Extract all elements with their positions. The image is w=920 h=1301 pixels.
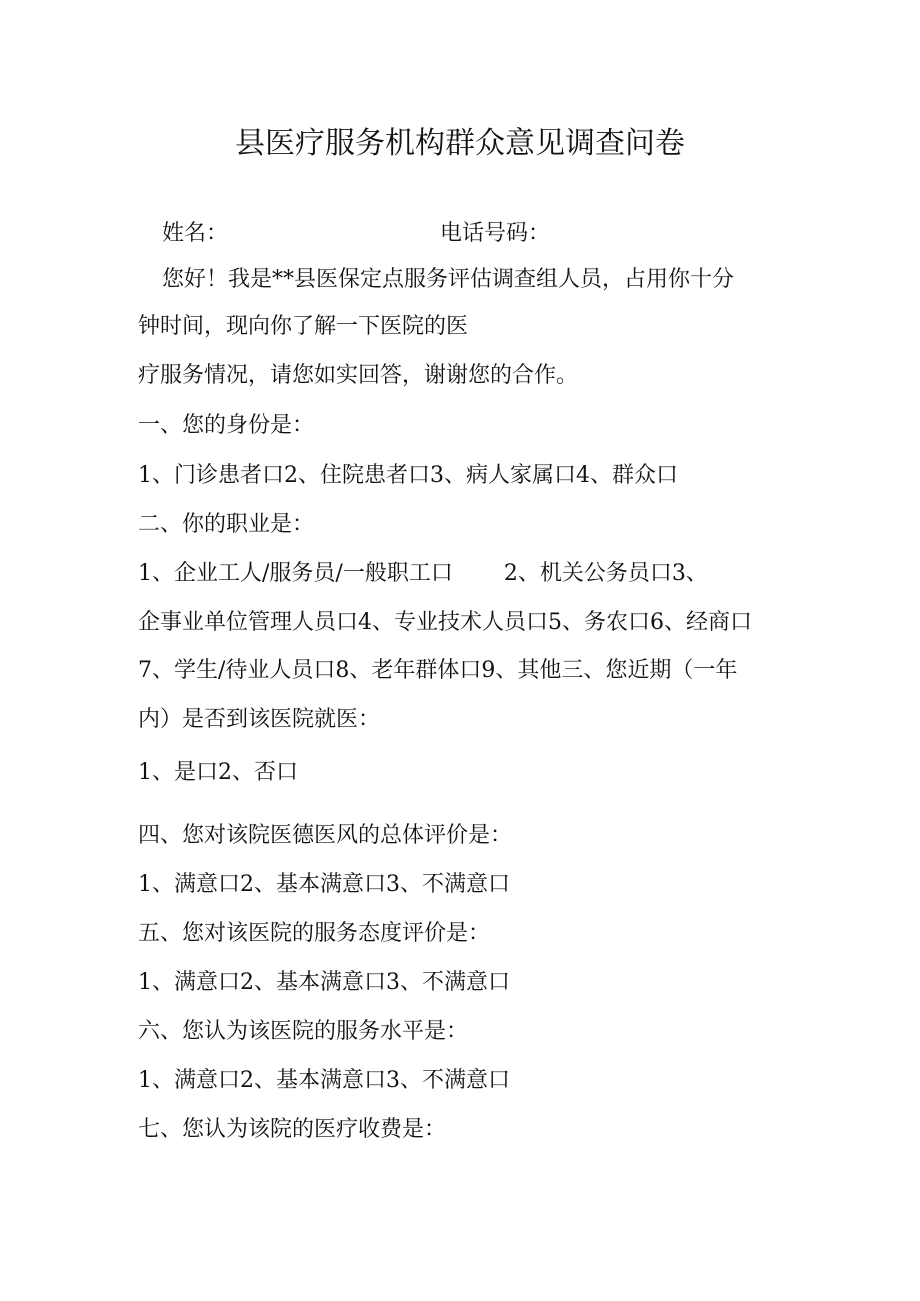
- intro-line-3: 疗服务情况，请您如实回答，谢谢您的合作。: [138, 363, 579, 388]
- question-5-options: 1、满意口2、基本满意口3、不满意口: [138, 970, 510, 995]
- question-6-heading: 六、您认为该医院的服务水平是：: [138, 1019, 469, 1044]
- question-3-options: 1、是口2、否口: [138, 760, 298, 785]
- phone-label: 电话号码：: [440, 221, 551, 246]
- document-title: 县医疗服务机构群众意见调查问卷: [235, 126, 685, 161]
- question-2-options-line-1: 1、企业工人/服务员/一般职工口 2、机关公务员口3、: [138, 561, 708, 586]
- question-2-options-line-2: 企事业单位管理人员口4、专业技术人员口5、务农口6、经商口: [138, 610, 752, 635]
- question-7-heading: 七、您认为该院的医疗收费是：: [138, 1117, 447, 1142]
- question-5-heading: 五、您对该医院的服务态度评价是：: [138, 921, 491, 946]
- question-6-options: 1、满意口2、基本满意口3、不满意口: [138, 1068, 510, 1093]
- question-3-heading-cont: 内）是否到该医院就医：: [138, 707, 381, 732]
- intro-line-1: 您好！我是**县医保定点服务评估调查组人员，占用你十分: [162, 267, 735, 292]
- question-2-options-line-3: 7、学生/待业人员口8、老年群体口9、其他三、您近期（一年: [138, 658, 738, 683]
- question-1-heading: 一、您的身份是：: [138, 413, 315, 438]
- name-label: 姓名：: [162, 221, 229, 246]
- question-2-heading: 二、你的职业是：: [138, 512, 315, 537]
- question-4-heading: 四、您对该院医德医风的总体评价是：: [138, 823, 513, 848]
- question-1-options: 1、门诊患者口2、住院患者口3、病人家属口4、群众口: [138, 463, 678, 488]
- intro-line-2: 钟时间，现向你了解一下医院的医: [138, 314, 469, 339]
- question-4-options: 1、满意口2、基本满意口3、不满意口: [138, 872, 510, 897]
